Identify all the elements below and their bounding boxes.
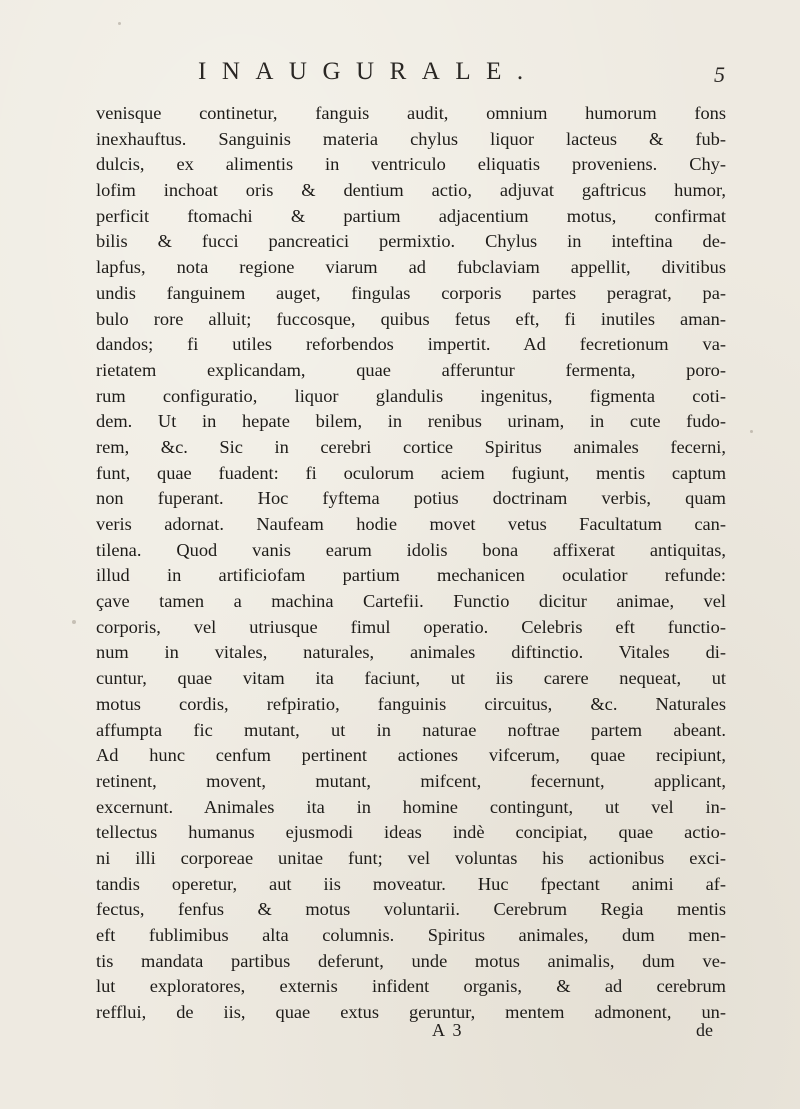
text-line: eft fublimibus alta columnis. Spiritus animales, dum men- (96, 925, 726, 945)
running-title: INAUGURALE. (198, 58, 539, 85)
text-line: retinent, movent, mutant, mifcent, fecernunt, applicant, (96, 770, 726, 791)
text-line: corporis, vel utriusque fimul operatio. Celebris eft functio- (96, 616, 726, 637)
text-line: bilis & fucci pancreatici permixtio. Chylus in inteftina de- (96, 231, 726, 252)
text-line: rum configuratio, liquor glandulis ingenitus, figmenta coti- (96, 385, 726, 406)
text-line: lut exploratores, externis infident organis, & ad cerebrum (96, 976, 726, 997)
text-line: num in vitales, naturales, animales diftinctio. Vitales di- (96, 642, 726, 663)
signature-mark: A 3 (432, 1020, 464, 1040)
text-line: rem, &c. Sic in cerebri cortice Spiritus animales fecerni, (96, 436, 726, 457)
text-line: affumpta fic mutant, ut in naturae noftrae partem abeant. (96, 719, 726, 740)
running-header (0, 58, 800, 94)
text-line: bulo rore alluit; fuccosque, quibus fetus eft, fi inutiles aman- (96, 308, 726, 329)
text-line: cuntur, quae vitam ita faciunt, ut iis carere nequeat, ut (96, 668, 726, 689)
text-line: tis mandata partibus deferunt, unde motus animalis, dum ve- (96, 950, 726, 971)
body-text (96, 101, 726, 1026)
text-line: Ad hunc cenfum pertinent actiones vifcerum, quae recipiunt, (96, 745, 726, 766)
text-line: excernunt. Animales ita in homine contingunt, ut vel in- (96, 796, 726, 817)
text-line: rietatem explicandam, quae afferuntur fermenta, poro- (96, 359, 726, 380)
catchword: de (696, 1020, 713, 1040)
text-line: undis fanguinem auget, fingulas corporis partes peragrat, pa- (96, 282, 726, 303)
text-line: tellectus humanus ejusmodi ideas indè concipiat, quae actio- (96, 822, 726, 843)
paper-speck (118, 22, 121, 25)
text-line: perficit ftomachi & partium adjacentium motus, confirmat (96, 205, 726, 226)
paper-speck (72, 620, 76, 624)
text-line: inexhauftus. Sanguinis materia chylus liquor lacteus & fub- (96, 128, 726, 149)
paper-speck (750, 430, 753, 433)
text-line: illud in artificiofam partium mechanicen oculatior refunde: (96, 565, 726, 586)
text-line: lofim inchoat oris & dentium actio, adjuvat gaftricus humor, (96, 180, 726, 201)
text-line: dem. Ut in hepate bilem, in renibus urinam, in cute fudo- (96, 411, 726, 432)
text-line: venisque continetur, fanguis audit, omnium humorum fons (96, 103, 726, 123)
text-line: çave tamen a machina Cartefii. Functio dicitur animae, vel (96, 591, 726, 612)
text-line: non fuperant. Hoc fyftema potius doctrinam verbis, quam (96, 488, 726, 509)
page-footer (0, 1020, 800, 1046)
text-line: funt, quae fuadent: fi oculorum aciem fugiunt, mentis captum (96, 462, 726, 483)
text-line: refflui, de iis, quae extus geruntur, mentem admonent, un- (96, 1002, 726, 1023)
text-line: veris adornat. Naufeam hodie movet vetus Facultatum can- (96, 514, 726, 534)
text-line: dulcis, ex alimentis in ventriculo eliquatis proveniens. Chy- (96, 154, 726, 175)
text-line: lapfus, nota regione viarum ad fubclaviam appellit, divitibus (96, 257, 726, 278)
text-line: tilena. Quod vanis earum idolis bona affixerat antiquitas, (96, 539, 726, 560)
text-line: ni illi corporeae unitae funt; vel voluntas his actionibus exci- (96, 847, 726, 868)
text-line: fectus, fenfus & motus voluntarii. Cerebrum Regia mentis (96, 899, 726, 920)
page-number: 5 (714, 62, 725, 87)
text-line: tandis operetur, aut iis moveatur. Huc fpectant animi af- (96, 873, 726, 894)
text-line: dandos; fi utiles reforbendos impertit. Ad fecretionum va- (96, 334, 726, 355)
text-line: motus cordis, refpiratio, fanguinis circuitus, &c. Naturales (96, 693, 726, 714)
